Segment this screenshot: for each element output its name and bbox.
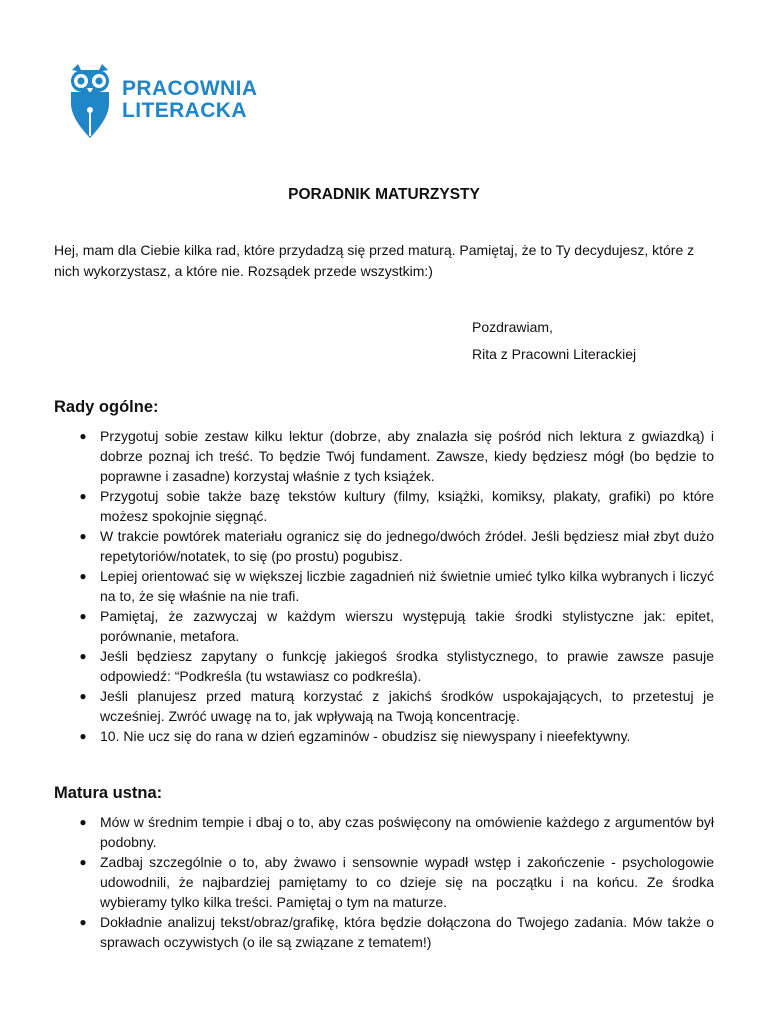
- bullet-icon: ●: [79, 729, 87, 743]
- section-title-general: Rady ogólne:: [54, 398, 159, 416]
- list-item: ● Mów w średnim tempie i dbaj o to, aby czas poświęcony na omówienie każdego z argumentów był podobny.: [79, 814, 714, 850]
- bullet-icon: ●: [79, 649, 87, 663]
- list-item: ● Lepiej orientować się w większej liczbie zagadnień niż świetnie umieć tylko kilka wybranych i liczyć na to, że się właśnie na nie trafi.: [79, 568, 714, 604]
- list-item: ● Pamiętaj, że zazwyczaj w każdym wierszu występują takie środki stylistyczne jak: epitet, porównanie, metafora.: [79, 608, 714, 644]
- logo-wordmark: [122, 78, 257, 122]
- intro-paragraph: Hej, mam dla Ciebie kilka rad, które przydadzą się przed maturą. Pamiętaj, że to Ty decydujesz, które z nich wykorzystasz, a które nie. Rozsądek przede wszystkim:): [54, 242, 695, 279]
- bullet-icon: ●: [79, 815, 87, 829]
- list-item: ● 10. Nie ucz się do rana w dzień egzaminów - obudzisz się niewyspany i nieefektywny.: [79, 728, 631, 744]
- oral-exam-tips-list: [78, 812, 714, 952]
- bullet-icon: ●: [79, 429, 87, 443]
- signature: [472, 314, 636, 368]
- list-item: ● Przygotuj sobie zestaw kilku lektur (dobrze, aby znalazła się pośród nich lektura z gwiazdką) i dobrze poznaj ich treść. To będzie Twój fundament. Zawsze, kiedy będziesz mógł (bo będzie to poprawne i zasadne) korzystaj właśnie z tych książek.: [79, 428, 714, 484]
- bullet-icon: ●: [79, 529, 87, 543]
- bullet-icon: ●: [79, 609, 87, 623]
- signature-name: Rita z Pracowni Literackiej: [472, 346, 637, 362]
- general-tips-list: [78, 426, 714, 746]
- owl-pen-icon: [68, 64, 112, 140]
- list-item: ● Dokładnie analizuj tekst/obraz/grafikę, która będzie dołączona do Twojego zadania. Mów także o sprawach oczywistych (o ile są związane z tematem!): [79, 914, 714, 950]
- bullet-icon: ●: [79, 855, 87, 869]
- bullet-icon: ●: [79, 569, 87, 583]
- logo-line-2: LITERACKA: [122, 99, 247, 122]
- list-item: ● Jeśli będziesz zapytany o funkcję jakiegoś środka stylistycznego, to prawie zawsze pasuje odpowiedź: “Podkreśla (tu wstawiasz co podkreśla).: [79, 648, 714, 684]
- bullet-icon: ●: [79, 915, 87, 929]
- logo-line-1: PRACOWNIA: [122, 77, 258, 100]
- document-title: PORADNIK MATURZYSTY: [288, 186, 480, 203]
- list-item: ● W trakcie powtórek materiału ogranicz się do jednego/dwóch źródeł. Jeśli będziesz miał zbyt dużo repetytoriów/notatek, to się (po prostu) pogubisz.: [79, 528, 714, 564]
- bullet-icon: ●: [79, 489, 87, 503]
- list-item: ● Zadbaj szczególnie o to, aby żwawo i sensownie wypadł wstęp i zakończenie - psychologowie udowodnili, że najbardziej pamiętamy to co dzieje się na początku i na końcu. Ze środka wybieramy tylko kilka treści. Pamiętaj o tym na maturze.: [79, 854, 714, 910]
- signature-greeting: Pozdrawiam,: [472, 319, 553, 335]
- logo: [68, 64, 280, 140]
- bullet-icon: ●: [79, 689, 87, 703]
- list-item: ● Przygotuj sobie także bazę tekstów kultury (filmy, książki, komiksy, plakaty, grafiki) po które możesz spokojnie sięgnąć.: [79, 488, 714, 524]
- list-item: ● Jeśli planujesz przed maturą korzystać z jakichś środków uspokajających, to przetestuj je wcześniej. Zwróć uwagę na to, jak wpływają na Twoją koncentrację.: [79, 688, 714, 724]
- section-title-oral-exam: Matura ustna:: [54, 784, 163, 802]
